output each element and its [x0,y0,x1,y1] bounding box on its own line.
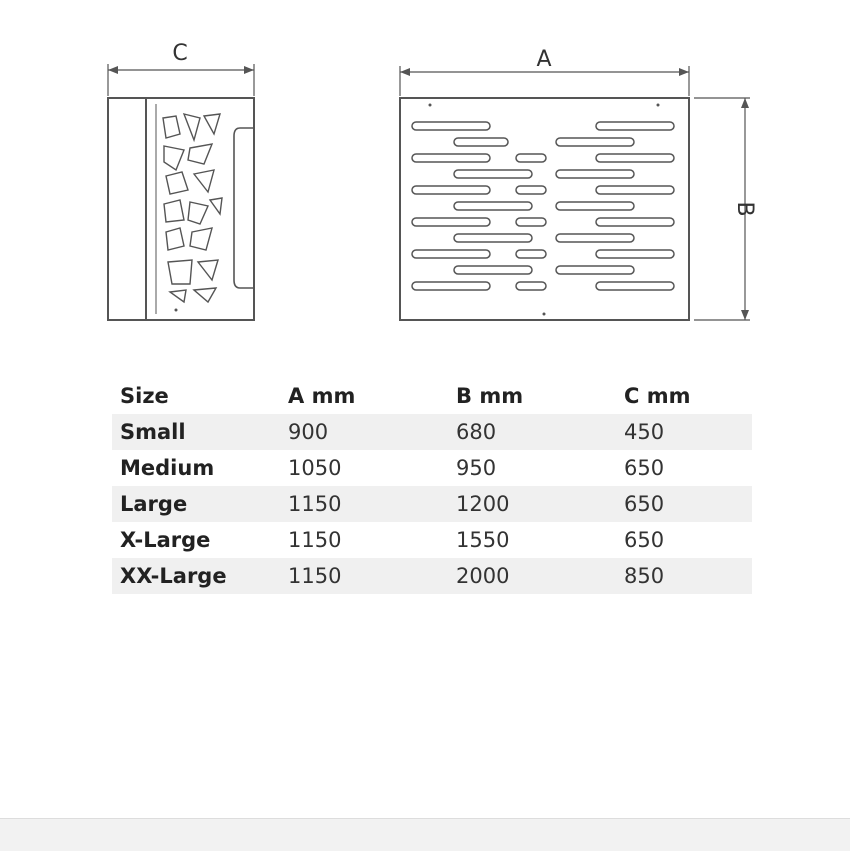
cell-size: XX-Large [120,564,227,588]
cell-c: 650 [624,492,665,516]
table-row [112,414,752,450]
dimension-label-a: A [536,47,552,72]
cell-c: 450 [624,420,665,444]
cell-c: 650 [624,528,665,552]
size-table [112,378,752,594]
cell-size: Large [120,492,188,516]
table-header-row [112,378,752,414]
footer-bar [0,818,850,851]
cell-c: 650 [624,456,665,480]
header-a-mm: A mm [288,384,356,408]
side-view [108,64,254,320]
cell-b: 1550 [456,528,510,552]
cell-b: 1200 [456,492,510,516]
cell-size: X-Large [120,528,211,552]
cell-size: Small [120,420,186,444]
cell-a: 900 [288,420,329,444]
header-b-mm: B mm [456,384,524,408]
cell-a: 1150 [288,564,342,588]
table-row [112,486,752,522]
table-row [112,558,752,594]
header-c-mm: C mm [624,384,691,408]
cell-size: Medium [120,456,215,480]
header-size: Size [120,384,169,408]
dimension-label-b: B [732,201,757,217]
table-row [112,450,752,486]
front-view [400,66,750,320]
cell-c: 850 [624,564,665,588]
cell-a: 1150 [288,528,342,552]
dimension-label-c: C [172,41,188,66]
cell-b: 2000 [456,564,510,588]
cell-a: 1150 [288,492,342,516]
dimension-drawing [0,0,850,360]
cell-a: 1050 [288,456,342,480]
cell-b: 950 [456,456,497,480]
table-row [112,522,752,558]
cell-b: 680 [456,420,497,444]
